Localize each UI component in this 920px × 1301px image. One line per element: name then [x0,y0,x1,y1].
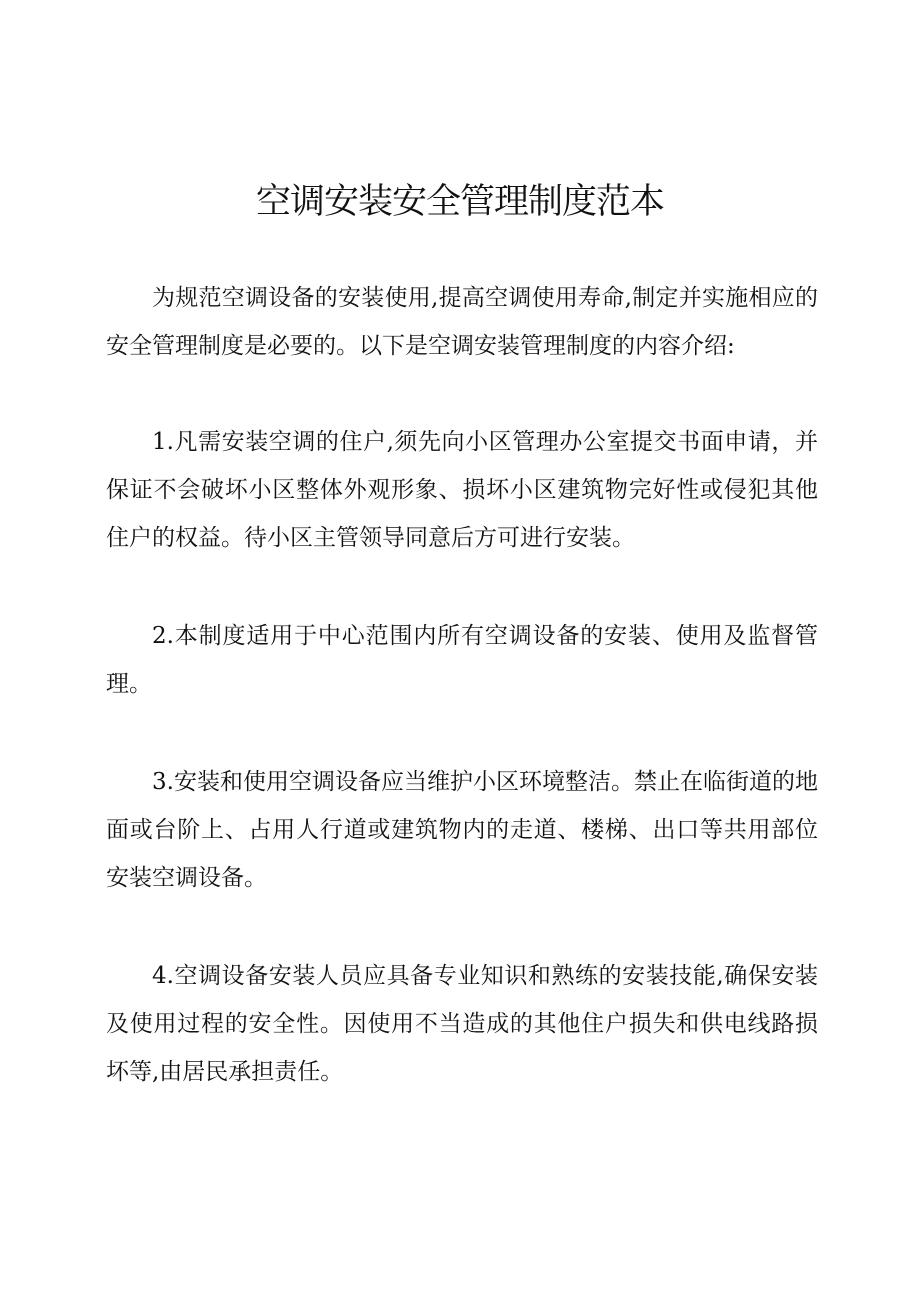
rule-paragraph-3: 3.安装和使用空调设备应当维护小区环境整洁。禁止在临街道的地面或台阶上、占用人行道或建筑物内的走道、楼梯、出口等共用部位安装空调设备。 [106,769,818,891]
rule-paragraph-2: 2.本制度适用于中心范围内所有空调设备的安装、使用及监督管理。 [106,623,818,697]
rule-paragraph-1: 1.凡需安装空调的住户,须先向小区管理办公室提交书面申请，并保证不会破坏小区整体外观形象、损坏小区建筑物完好性或侵犯其他住户的权益。待小区主管领导同意后方可进行安装。 [106,429,818,551]
rule-paragraph-4: 4.空调设备安装人员应具备专业知识和熟练的安装技能,确保安装及使用过程的安全性。因使用不当造成的其他住户损失和供电线路损坏等,由居民承担责任。 [106,963,818,1085]
document-title: 空调安装安全管理制度范本 [255,182,664,222]
intro-paragraph: 为规范空调设备的安装使用,提高空调使用寿命,制定并实施相应的安全管理制度是必要的。以下是空调安装管理制度的内容介绍: [106,285,818,359]
